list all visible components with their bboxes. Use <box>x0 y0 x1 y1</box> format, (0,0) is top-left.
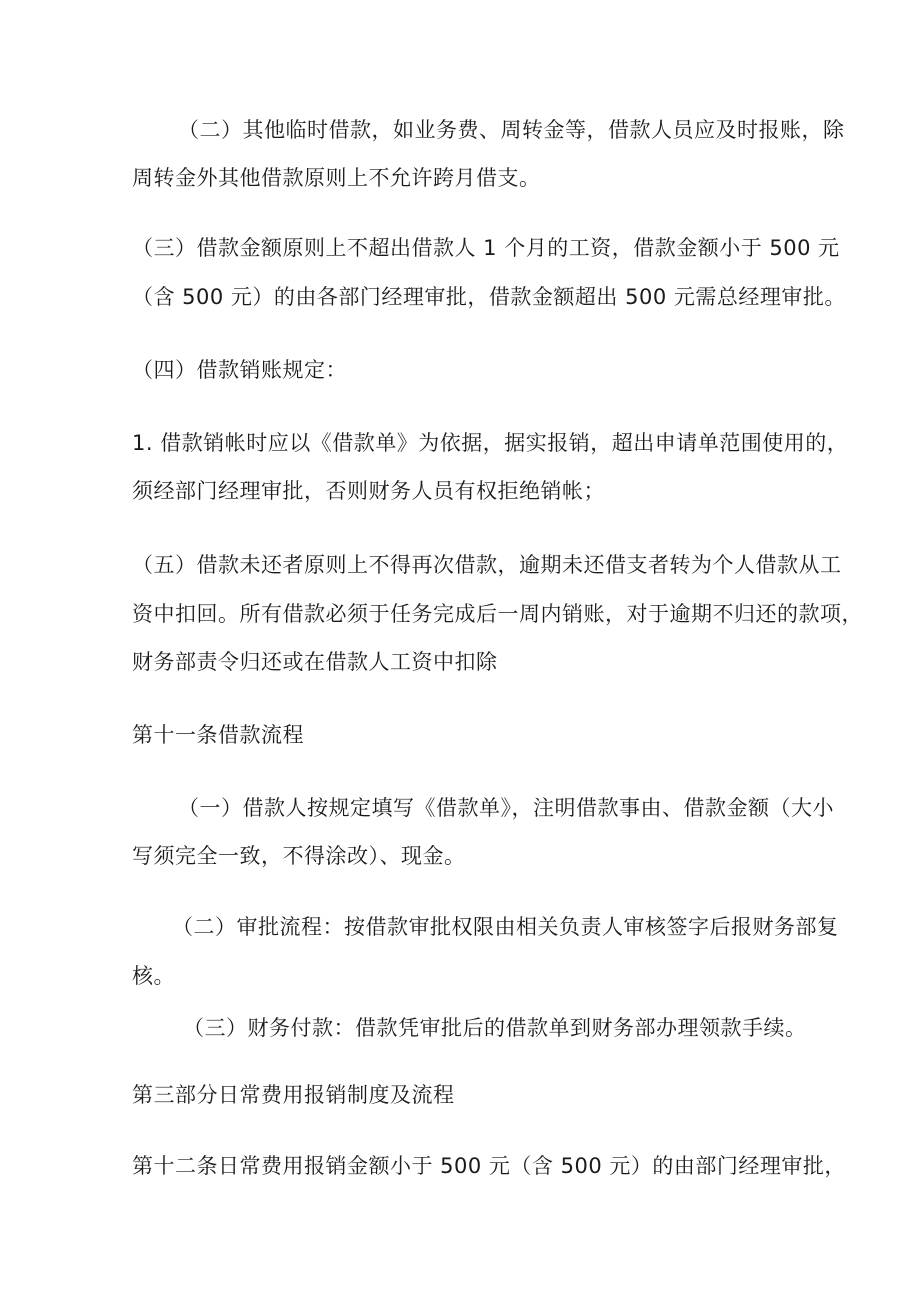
paragraph-line: 财务部责令归还或在借款人工资中扣除 <box>132 650 498 674</box>
paragraph-line: 写须完全一致，不得涂改）、现金。 <box>132 844 466 868</box>
paragraph-line: （含 500 元）的由各部门经理审批，借款金额超出 500 元需总经理审批。 <box>132 285 846 309</box>
paragraph-line: 资中扣回。所有借款必须于任务完成后一周内销账，对于逾期不归还的款项， <box>132 602 863 626</box>
article-heading: 第十一条借款流程 <box>132 723 304 747</box>
paragraph-line: （二）审批流程：按借款审批权限由相关负责人审核签字后报财务部复 <box>172 915 839 939</box>
paragraph-line: （五）借款未还者原则上不得再次借款，逾期未还借支者转为个人借款从工 <box>132 553 842 577</box>
part-heading: 第三部分日常费用报销制度及流程 <box>132 1083 455 1107</box>
paragraph-line: 第十二条日常费用报销金额小于 500 元（含 500 元）的由部门经理审批， <box>132 1154 846 1178</box>
paragraph-line: 周转金外其他借款原则上不允许跨月借支。 <box>132 166 541 190</box>
paragraph-line: 须经部门经理审批，否则财务人员有权拒绝销帐； <box>132 479 605 503</box>
paragraph-line: （一）借款人按规定填写《借款单》，注明借款事由、借款金额（大小 <box>178 796 834 820</box>
paragraph-line: 1. 借款销帐时应以《借款单》为依据，据实报销，超出申请单范围使用的， <box>132 431 849 455</box>
paragraph-line: （三）借款金额原则上不超出借款人 1 个月的工资，借款金额小于 500 元 <box>132 236 840 260</box>
paragraph-line: （三）财务付款：借款凭审批后的借款单到财务部办理领款手续。 <box>183 1016 807 1040</box>
section-heading: （四）借款销账规定： <box>132 358 347 382</box>
paragraph-line: （二）其他临时借款，如业务费、周转金等，借款人员应及时报账，除 <box>178 118 845 142</box>
paragraph-line: 核。 <box>132 964 175 988</box>
